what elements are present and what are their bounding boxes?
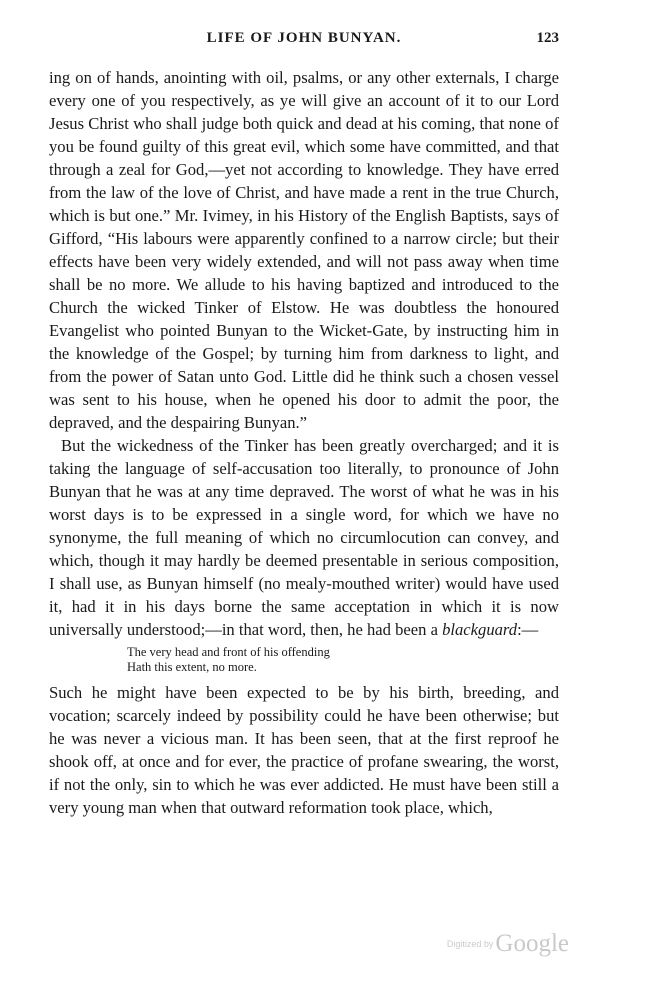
quote-line: The very head and front of his offending bbox=[127, 645, 330, 659]
emphasized-word: blackguard bbox=[442, 620, 518, 639]
quote-line: Hath this extent, no more. bbox=[127, 660, 257, 674]
paragraph: Such he might have been expected to be by his birth, breeding, and vocation; scarcely indeed by possibility could he have been otherwise; but he was never a vicious man. It has been seen, that at the first reproof he shook off, at once and for ever, the practice of profane swearing, the worst, if not the only, sin to which he was ever addicted. He must have been still a very young man when that outward reformation took place, which, bbox=[49, 683, 559, 817]
paragraph: ing on of hands, anointing with oil, psalms, or any other externals, I charge every one of you respectively, as ye will give an account of it to our Lord Jesus Christ who shall judge both quick and dead at his coming, that none of you be found guilty of this great evil, which some have committed, and that through a zeal for God,—yet not according to knowledge. They have erred from the law of the love of Christ, and have made a rent in the true Church, which is but one.” Mr. Ivimey, in his History of the English Baptists, says of Gifford, “His labours were apparently confined to a narrow circle; but their effects have been very widely extended, and will not pass away when time shall be no more. We allude to his having baptized and introduced to the Church the wicked Tinker of Elstow. He was doubtless the honoured Evangelist who pointed Bunyan to the Wicket-Gate, by instructing him in the knowledge of the Gospel; by turning him from darkness to light, and from the power of Satan unto God. Little did he think such a chosen vessel was sent to his house, when he opened his door to admit the poor, the depraved, and the despairing Bunyan.” bbox=[49, 68, 559, 432]
paragraph-text: But the wickedness of the Tinker has been greatly overcharged; and it is taking the language of self-accusation too literally, to pronounce of John Bunyan that he was at any time depraved. The worst of what he was in his worst days is to be expressed in a single word, for which we have no synonyme, the full meaning of which no circumlocution can convey, and which, though it may hardly be deemed presentable in serious composition, I shall use, as Bunyan himself (no mealy-mouthed writer) would have used it, had it in his days borne the same acceptation in which it is now universally understood;—in that word, then, he had been a bbox=[49, 436, 559, 639]
watermark-caption: Digitized by bbox=[446, 939, 494, 949]
body-text bbox=[49, 66, 559, 819]
running-title: LIFE OF JOHN BUNYAN. bbox=[206, 30, 402, 46]
page-number: 123 bbox=[536, 30, 559, 46]
digitization-watermark bbox=[447, 930, 569, 958]
page-header bbox=[49, 27, 559, 51]
google-logo: Google bbox=[495, 930, 569, 957]
paragraph bbox=[49, 434, 559, 641]
block-quote bbox=[127, 645, 559, 675]
paragraph-ending: :— bbox=[517, 620, 539, 639]
